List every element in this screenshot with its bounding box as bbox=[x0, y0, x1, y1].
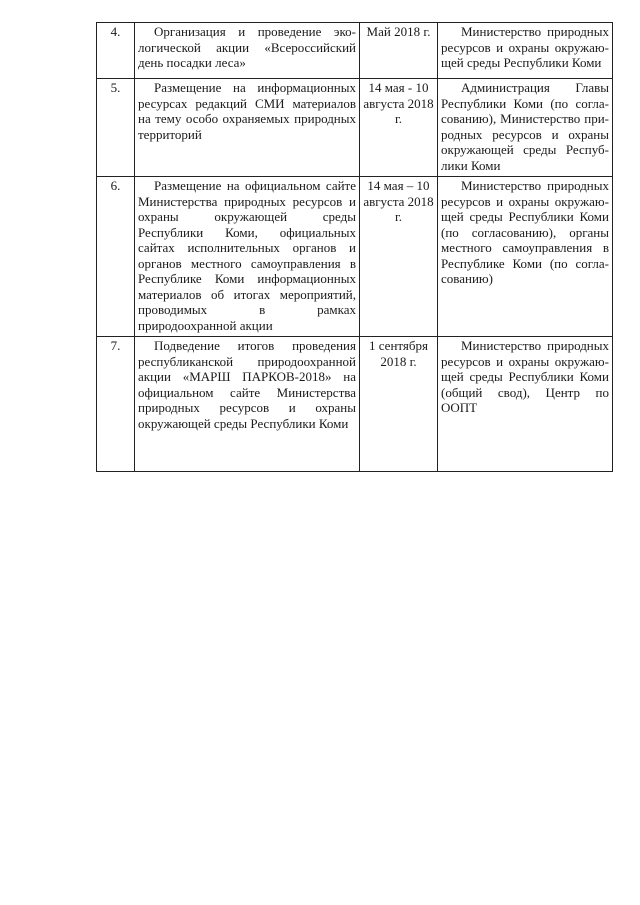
date-cell: 1 сентября 2018 г. bbox=[360, 337, 438, 472]
event-cell bbox=[135, 23, 360, 79]
event-cell bbox=[135, 337, 360, 472]
responsible-cell bbox=[438, 337, 613, 472]
table-row bbox=[97, 337, 613, 472]
table-row bbox=[97, 23, 613, 79]
table-row bbox=[97, 79, 613, 177]
responsible-cell bbox=[438, 79, 613, 177]
row-number: 7. bbox=[97, 337, 135, 472]
responsible-text: Министерство природных ресурсов и охраны окружающей среды Республики Коми (общий свод), Центр по ООПТ bbox=[441, 338, 609, 415]
date-cell: Май 2018 г. bbox=[360, 23, 438, 79]
date-cell: 14 мая – 10 августа 2018 г. bbox=[360, 177, 438, 337]
event-text: Размещение на официальном сайте Министерства природных ресурсов и охраны окружающей среды Республики Коми, официальных сайтах исполнительных органов и органов местного самоуправления в Республике Коми информационных материалов об итогах мероприятий, проводимых в рамках природоохранной акции bbox=[138, 178, 356, 333]
responsible-text: Министерство природных ресурсов и охраны окружающей среды Республики Коми bbox=[441, 24, 609, 70]
responsible-text: Министерство природных ресурсов и охраны окружающей среды Республики Коми (по согласованию), органы местного самоуправления в Республике Коми (по согласованию) bbox=[441, 178, 609, 286]
event-text: Подведение итогов проведения республиканской природоохранной акции «МАРШ ПАРКОВ-2018» на официальном сайте Министерства природных ресурсов и охраны окружающей среды Республики Коми bbox=[138, 338, 356, 431]
responsible-cell bbox=[438, 177, 613, 337]
row-number: 6. bbox=[97, 177, 135, 337]
event-text: Организация и проведение экологической акции «Всероссийский день посадки леса» bbox=[138, 24, 356, 70]
row-number: 5. bbox=[97, 79, 135, 177]
table-row bbox=[97, 177, 613, 337]
event-cell bbox=[135, 177, 360, 337]
row-number: 4. bbox=[97, 23, 135, 79]
date-cell: 14 мая - 10 августа 2018 г. bbox=[360, 79, 438, 177]
event-cell bbox=[135, 79, 360, 177]
responsible-text: Администрация Главы Республики Коми (по согласованию), Министерство природных ресурсов и охраны окружающей среды Республики Коми bbox=[441, 80, 609, 173]
responsible-cell bbox=[438, 23, 613, 79]
event-text: Размещение на информационных ресурсах редакций СМИ материалов на тему особо охраняемых природных территорий bbox=[138, 80, 356, 142]
events-table bbox=[96, 22, 613, 472]
